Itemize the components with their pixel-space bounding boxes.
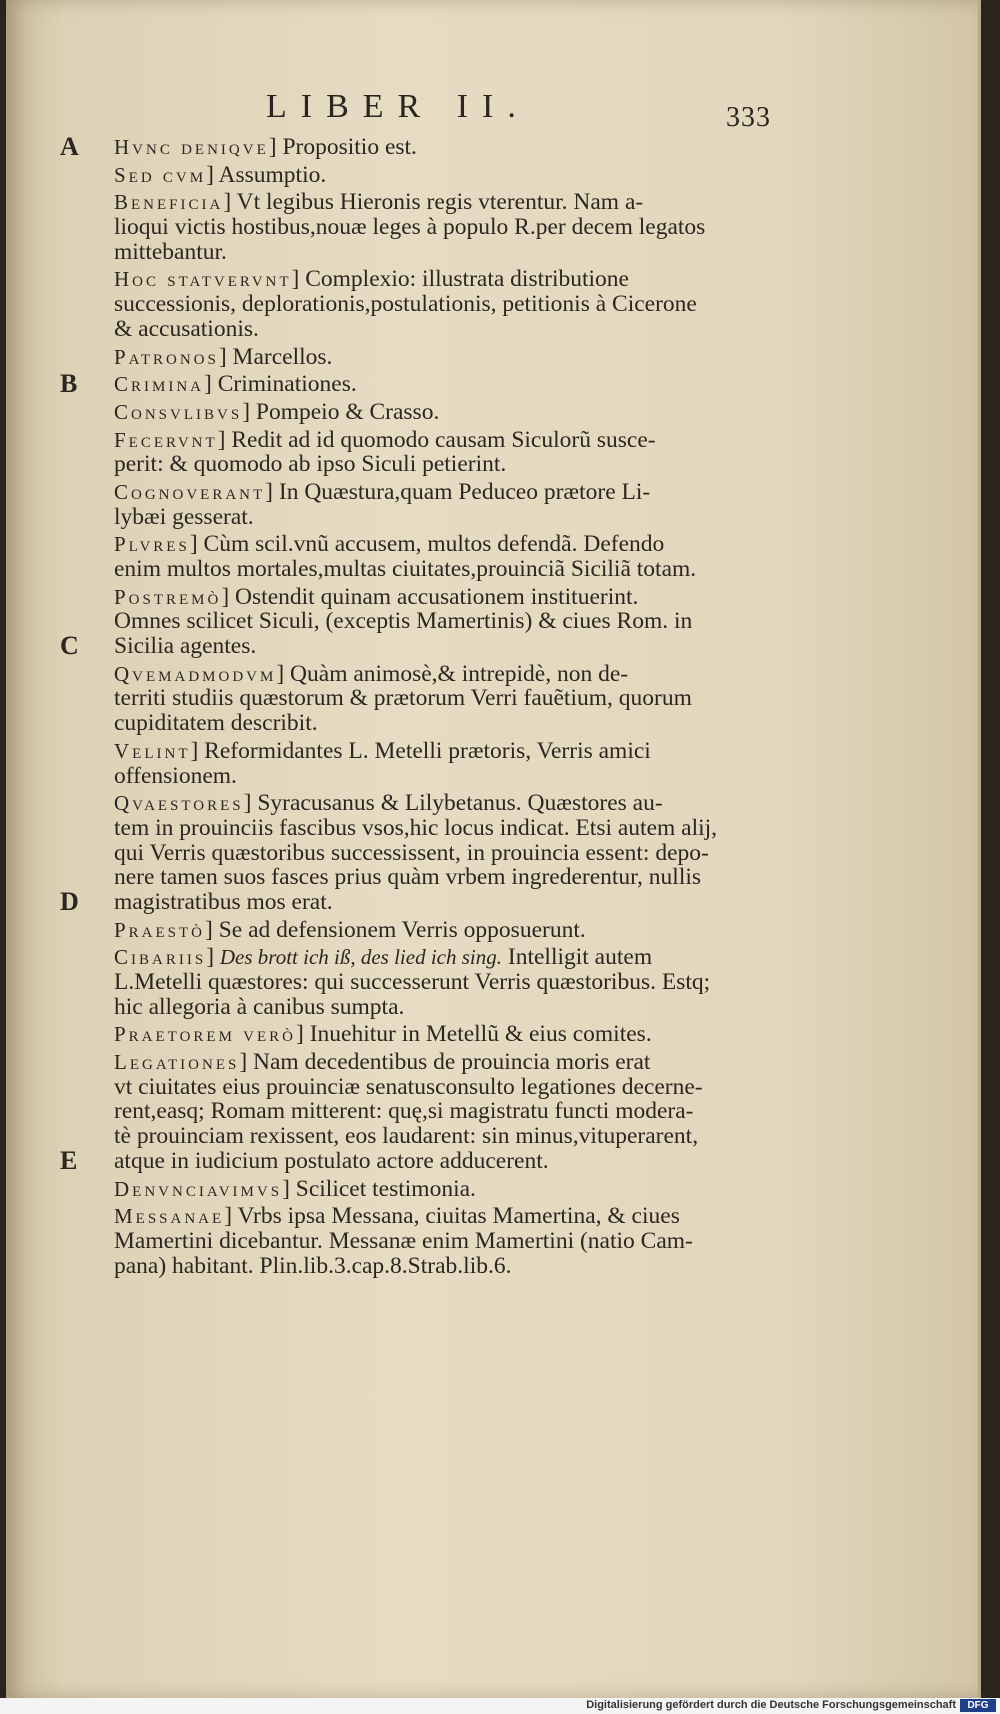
continuation-line bbox=[62, 970, 782, 995]
lemma-line bbox=[62, 428, 782, 453]
continuation-line bbox=[62, 317, 782, 342]
line-text: ] Vt legibus Hieronis regis vterentur. Nam a- bbox=[223, 189, 644, 216]
lemma-line bbox=[62, 945, 782, 970]
continuation-line bbox=[62, 1229, 782, 1254]
line-text: & accusationis. bbox=[114, 315, 259, 342]
line-text: rent,easq; Romam mitterent: quę,si magistratu functi modera- bbox=[114, 1098, 694, 1125]
line-text: territi studiis quæstorum & prætorum Verri fauẽtium, quorum bbox=[114, 685, 692, 712]
lemma-line bbox=[62, 1050, 782, 1075]
lemma-keyword: Cognoverant bbox=[114, 479, 266, 504]
line-text: ] Nam decedentibus de prouincia moris erat bbox=[239, 1049, 651, 1076]
line-text: ] Complexio: illustrata distributione bbox=[291, 266, 629, 293]
line-text: tè prouinciam rexissent, eos laudarent: sin minus,vituperarent, bbox=[114, 1123, 699, 1150]
line-text: ] Pompeio & Crasso. bbox=[242, 398, 440, 425]
commentary-text bbox=[62, 132, 782, 1278]
dfg-logo: DFG bbox=[960, 1699, 996, 1712]
continuation-line bbox=[62, 240, 782, 265]
continuation-line bbox=[62, 557, 782, 582]
continuation-line bbox=[62, 841, 782, 866]
continuation-line bbox=[62, 1124, 782, 1149]
line-text: magistratibus mos erat. bbox=[114, 888, 333, 915]
lemma-line bbox=[62, 400, 782, 425]
lemma-keyword: Consvlibvs bbox=[114, 399, 243, 424]
continuation-line bbox=[62, 1254, 782, 1279]
line-text: nere tamen suos fasces prius quàm vrbem ingrederentur, nullis bbox=[114, 864, 702, 891]
line-text: ] Reformidantes L. Metelli prætoris, Verris amici bbox=[190, 737, 651, 764]
margin-section-letter: C bbox=[60, 631, 79, 661]
line-text: ] Redit ad id quomodo causam Siculorũ susce- bbox=[217, 426, 656, 453]
lemma-line bbox=[62, 1022, 782, 1047]
continuation-line bbox=[62, 505, 782, 530]
lemma-keyword: Crimina bbox=[114, 372, 205, 397]
line-text: qui Verris quæstoribus successissent, in prouincia essent: depo- bbox=[114, 839, 709, 866]
continuation-line bbox=[62, 711, 782, 736]
margin-section-letter: B bbox=[60, 369, 78, 399]
german-quotation: Des brott ich iß, des lied ich sing. bbox=[219, 945, 502, 970]
book-page bbox=[6, 0, 981, 1698]
lemma-line bbox=[62, 345, 782, 370]
lemma-line bbox=[62, 480, 782, 505]
line-text: enim multos mortales,multas ciuitates,prouinciã Siciliã totam. bbox=[114, 556, 697, 582]
line-text: Omnes scilicet Siculi, (exceptis Mamertinis) & ciues Rom. in bbox=[114, 608, 693, 635]
line-text: pana) habitant. Plin.lib.3.cap.8.Strab.lib.6. bbox=[114, 1252, 512, 1279]
line-text: hic allegoria à canibus sumpta. bbox=[114, 993, 405, 1020]
continuation-line bbox=[62, 609, 782, 634]
continuation-line bbox=[62, 995, 782, 1020]
line-text: tem in prouinciis fascibus vsos,hic locus indicat. Etsi autem alij, bbox=[114, 814, 718, 841]
lemma-line bbox=[62, 739, 782, 764]
line-text: ] Cùm scil.vnũ accusem, multos defendã. Defendo bbox=[189, 531, 665, 558]
continuation-line bbox=[62, 1075, 782, 1100]
lemma-line bbox=[62, 585, 782, 610]
line-text: ] Criminationes. bbox=[204, 371, 357, 398]
line-text: mittebantur. bbox=[114, 238, 227, 265]
margin-section-letter: A bbox=[60, 132, 79, 161]
lemma-keyword: Patronos bbox=[114, 344, 219, 369]
line-text: cupiditatem describit. bbox=[114, 710, 318, 737]
lemma-keyword: Cibariis bbox=[114, 945, 207, 970]
page-number: 333 bbox=[726, 102, 771, 133]
continuation-line bbox=[62, 816, 782, 841]
lemma-keyword: Fecervnt bbox=[114, 427, 218, 452]
line-text: ] Ostendit quinam accusationem instituerint. bbox=[221, 583, 639, 610]
lemma-keyword: Hoc statvervnt bbox=[114, 267, 292, 292]
lemma-keyword: Legationes bbox=[114, 1050, 240, 1075]
line-text: ] Marcellos. bbox=[218, 343, 333, 370]
continuation-line bbox=[60, 1145, 782, 1175]
line-text: ] Syracusanus & Lilybetanus. Quæstores au- bbox=[243, 790, 663, 817]
continuation-line bbox=[62, 215, 782, 240]
running-head: LIBER II. bbox=[266, 88, 530, 125]
line-text: Mamertini dicebantur. Messanæ enim Mamertini (natio Cam- bbox=[114, 1227, 693, 1254]
line-text: vt ciuitates eius prouinciæ senatusconsulto legationes decerne- bbox=[114, 1073, 703, 1100]
lemma-keyword: Qvemadmodvm bbox=[114, 661, 277, 686]
line-text: ] Propositio est. bbox=[268, 134, 417, 160]
lemma-keyword: Hvnc deniqve bbox=[114, 135, 269, 159]
line-text: lioqui victis hostibus,nouæ leges à populo R.per decem legatos bbox=[114, 214, 706, 241]
lemma-keyword: Beneficia bbox=[114, 190, 224, 215]
lemma-keyword: Praestò bbox=[114, 917, 206, 942]
lemma-keyword: Qvaestores bbox=[114, 791, 244, 816]
line-text: ] Scilicet testimonia. bbox=[282, 1175, 476, 1202]
lemma-line bbox=[62, 1204, 782, 1229]
continuation-line bbox=[62, 452, 782, 477]
lemma-keyword: Postremò bbox=[114, 584, 222, 609]
continuation-line bbox=[62, 1099, 782, 1124]
margin-section-letter: E bbox=[60, 1145, 78, 1175]
continuation-line bbox=[60, 631, 782, 661]
page-header bbox=[6, 88, 978, 133]
continuation-line bbox=[62, 686, 782, 711]
lemma-keyword: Velint bbox=[114, 738, 191, 763]
line-text: ] Se ad defensionem Verris opposuerunt. bbox=[205, 916, 586, 943]
lemma-line bbox=[62, 163, 782, 188]
margin-section-letter: D bbox=[60, 886, 79, 916]
lemma-line bbox=[62, 267, 782, 292]
lemma-line bbox=[60, 132, 782, 161]
lemma-keyword: Sed cvm bbox=[114, 162, 207, 187]
continuation-line bbox=[60, 886, 782, 916]
line-text: ] In Quæstura,quam Peduceo prætore Li- bbox=[265, 478, 651, 505]
funding-notice: Digitalisierung gefördert durch die Deutsche Forschungsgemeinschaft bbox=[586, 1699, 956, 1711]
continuation-line bbox=[62, 764, 782, 789]
line-text: ] Assumptio. bbox=[206, 161, 327, 188]
lemma-line bbox=[62, 190, 782, 215]
lemma-line bbox=[60, 369, 782, 399]
lemma-line bbox=[62, 918, 782, 943]
lemma-keyword: Denvnciavimvs bbox=[114, 1176, 283, 1201]
line-text: ] Vrbs ipsa Messana, ciuitas Mamertina, & ciues bbox=[224, 1203, 680, 1230]
lemma-keyword: Praetorem verò bbox=[114, 1022, 296, 1047]
line-text: ] Inuehitur in Metellũ & eius comites. bbox=[296, 1021, 652, 1048]
line-text: lybæi gesserat. bbox=[114, 503, 254, 530]
continuation-line bbox=[62, 865, 782, 890]
line-text: perit: & quomodo ab ipso Siculi petierint. bbox=[114, 451, 507, 478]
line-text: Intelligit autem bbox=[502, 944, 653, 971]
line-text: Sicilia agentes. bbox=[114, 633, 257, 660]
lemma-line bbox=[62, 1177, 782, 1202]
lemma-keyword: Plvres bbox=[114, 532, 190, 557]
lemma-line bbox=[62, 532, 782, 557]
line-text: atque in iudicium postulato actore adducerent. bbox=[114, 1147, 549, 1174]
lemma-line bbox=[62, 662, 782, 687]
line-text: offensionem. bbox=[114, 762, 237, 789]
lemma-line bbox=[62, 791, 782, 816]
bracket: ] bbox=[206, 944, 220, 971]
lemma-keyword: Messanae bbox=[114, 1204, 225, 1229]
line-text: successionis, deplorationis,postulationis, petitionis à Cicerone bbox=[114, 291, 697, 318]
digitization-footer bbox=[0, 1698, 1000, 1714]
continuation-line bbox=[62, 292, 782, 317]
line-text: L.Metelli quæstores: qui successerunt Verris quæstoribus. Estq; bbox=[114, 969, 711, 995]
line-text: ] Quàm animosè,& intrepidè, non de- bbox=[276, 660, 629, 687]
